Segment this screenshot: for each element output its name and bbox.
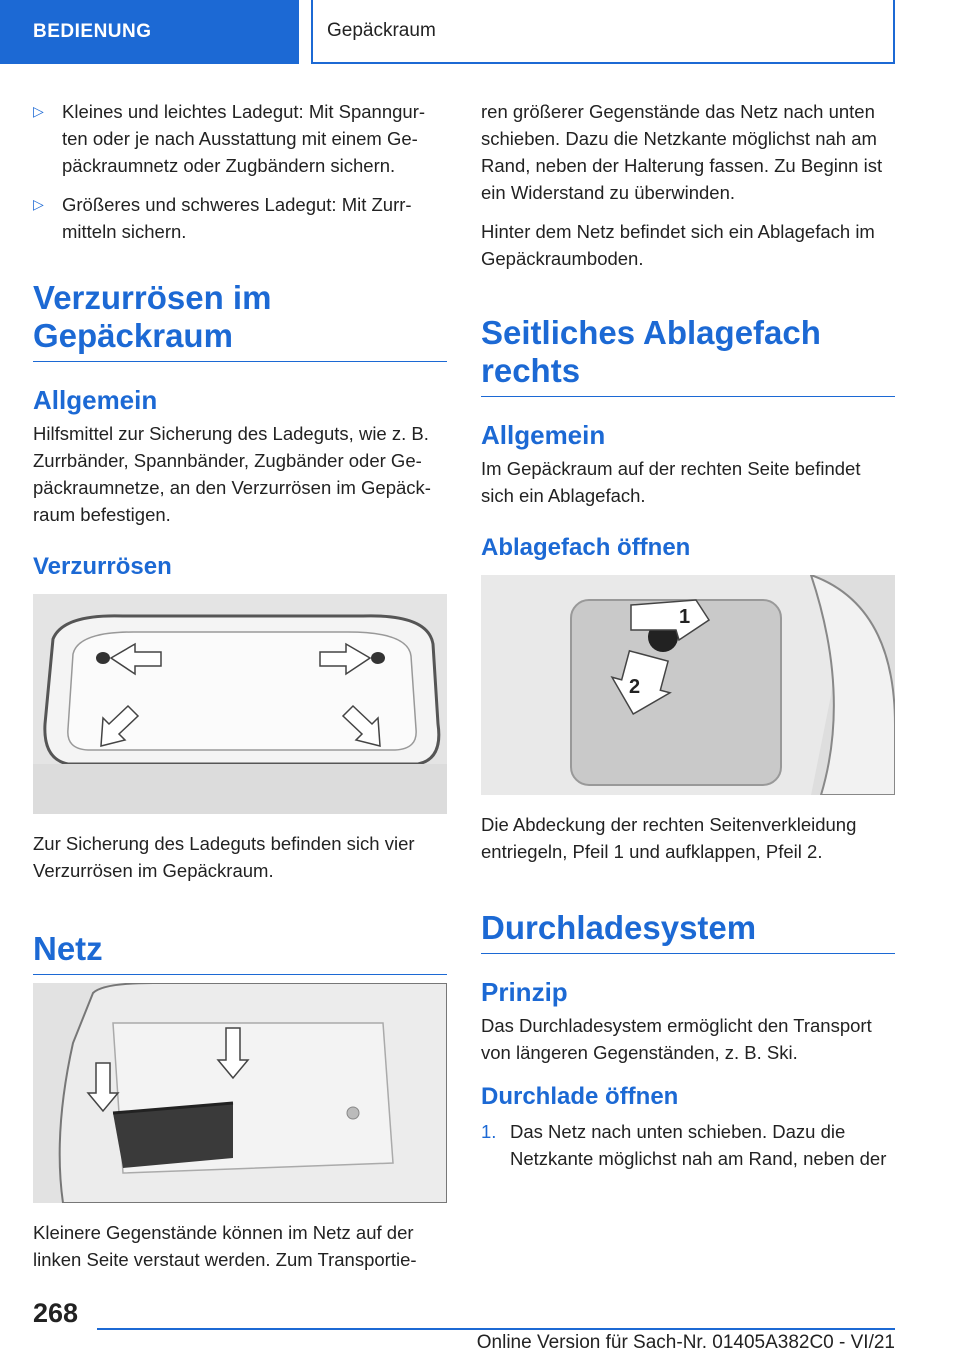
heading-ablagefach-oeffnen: Ablagefach öffnen: [481, 534, 691, 561]
paragraph-verzurroesen: Zur Sicherung des Ladeguts befinden sich vier Verzurrösen im Gepäckraum.: [33, 833, 415, 881]
durchlade-steps: [481, 1118, 895, 1172]
list-item: 1. Das Netz nach unten schieben. Dazu die Netzkante möglichst nah am Rand, neben der: [481, 1121, 887, 1169]
section-title: BEDIENUNG: [33, 21, 152, 42]
list-item: ▷ Größeres und schweres Ladegut: Mit Zurr-mitteln sichern.: [33, 191, 447, 245]
section-tab: [0, 0, 299, 64]
list-item: ▷ Kleines und leichtes Ladegut: Mit Spanngur-ten oder je nach Ausstattung mit einem Ge-päckraumnetz oder Zugbändern sichern.: [33, 98, 447, 179]
footer-version: Online Version für Sach-Nr. 01405A382C0 - VI/21: [476, 1332, 895, 1353]
paragraph-ablagefach-oeffnen: Die Abdeckung der rechten Seitenverkleidung entriegeln, Pfeil 1 und aufklappen, Pfeil 2.: [481, 814, 857, 862]
trunk-lashing-eyes-figure: [33, 594, 447, 814]
right-column: [481, 98, 895, 1172]
triangle-bullet-icon: ▷: [33, 196, 44, 212]
heading-verzurroesen-im-gepaeckraum: Verzurrösen im Gepäckraum: [33, 279, 447, 362]
footer-divider: [97, 1328, 895, 1330]
heading-seitliches-ablagefach-rechts: Seitliches Ablagefach rechts: [481, 314, 895, 397]
paragraph-netz-ablagefach: Hinter dem Netz befindet sich ein Ablagefach im Gepäckraumboden.: [481, 221, 875, 269]
heading-netz: Netz: [33, 930, 447, 975]
paragraph-allgemein-right: Im Gepäckraum auf der rechten Seite befindet sich ein Ablagefach.: [481, 458, 861, 506]
trunk-net-figure: [33, 983, 447, 1203]
heading-durchlade-oeffnen: Durchlade öffnen: [481, 1083, 679, 1110]
paragraph-prinzip: Das Durchladesystem ermöglicht den Transport von längeren Gegenständen, z. B. Ski.: [481, 1015, 872, 1063]
heading-verzurroesen: Verzurrösen: [33, 553, 172, 580]
left-column: [33, 98, 447, 1285]
paragraph-allgemein: Hilfsmittel zur Sicherung des Ladeguts, wie z. B. Zurrbänder, Spannbänder, Zugbänder oder Ge-päckraumnetze, an den Verzurrösen im Gepäck-raum befestigen.: [33, 423, 431, 525]
arrow-2-label: 2: [629, 676, 641, 698]
chapter-title: Gepäckraum: [327, 20, 436, 41]
heading-allgemein: Allgemein: [33, 385, 158, 415]
triangle-bullet-icon: ▷: [33, 103, 44, 119]
heading-prinzip: Prinzip: [481, 977, 568, 1007]
paragraph-netz-continued: ren größerer Gegenstände das Netz nach unten schieben. Dazu die Netzkante möglichst nah am Rand, neben der Halterung fassen. Zu Beginn ist ein Widerstand zu überwinden.: [481, 101, 883, 203]
cargo-bullet-list: [33, 98, 447, 245]
chapter-header: [311, 0, 895, 64]
heading-allgemein-right: Allgemein: [481, 420, 606, 450]
arrow-1-label: 1: [679, 606, 691, 628]
page-number: 268: [33, 1298, 79, 1328]
paragraph-netz: Kleinere Gegenstände können im Netz auf der linken Seite verstaut werden. Zum Transportie-: [33, 1222, 417, 1270]
heading-durchladesystem: Durchladesystem: [481, 909, 895, 954]
side-compartment-figure: [481, 575, 895, 795]
